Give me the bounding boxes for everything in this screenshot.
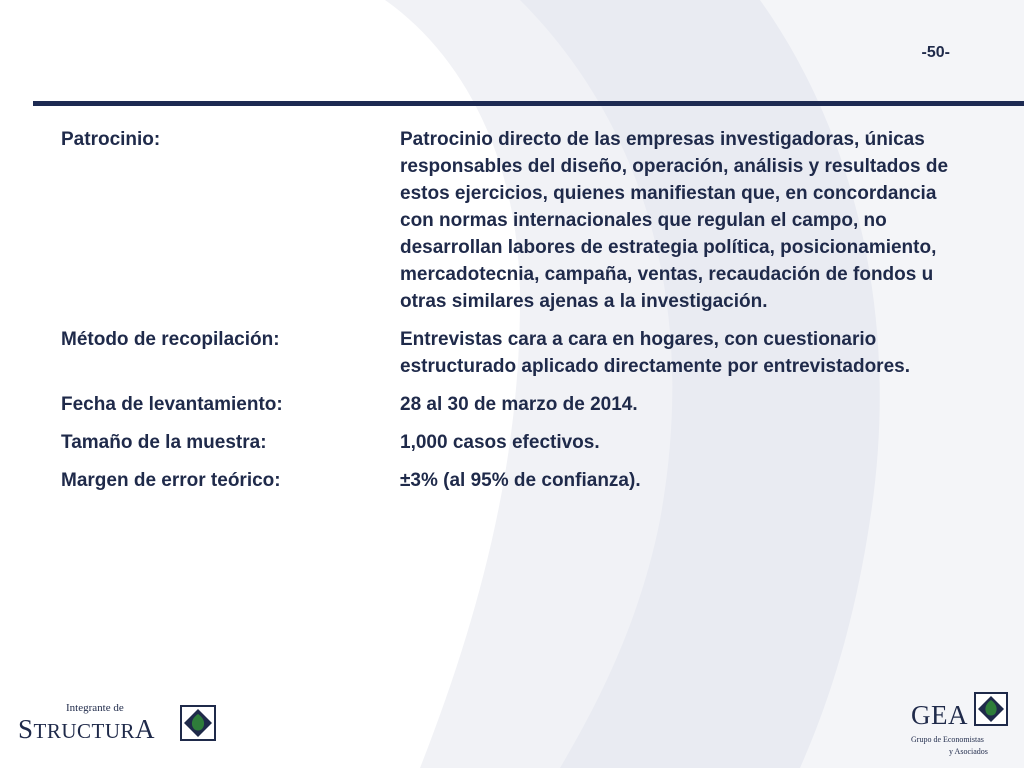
row-value: 1,000 casos efectivos. <box>400 432 600 453</box>
row-label: Método de recopilación: <box>61 329 280 350</box>
row-value: Entrevistas cara a cara en hogares, con cuestionario estructurado aplicado directamente por entrevistadores. <box>400 329 910 377</box>
methodology-table <box>61 126 971 505</box>
table-row <box>61 126 971 315</box>
structura-letter-s: S <box>18 714 34 744</box>
gea-subtitle-line1: Grupo de Economistas <box>911 735 984 744</box>
structura-integrante-text: Integrante de <box>66 702 124 714</box>
gea-logo <box>908 692 1018 762</box>
row-label: Tamaño de la muestra: <box>61 432 267 453</box>
row-label: Margen de error teórico: <box>61 470 281 491</box>
structura-wordmark <box>18 714 155 745</box>
gea-wordmark: GEA <box>911 700 968 730</box>
page-number: -50- <box>921 44 950 61</box>
structura-logo <box>18 700 228 750</box>
gea-subtitle-line2: y Asociados <box>949 747 988 756</box>
table-row <box>61 391 971 418</box>
structura-letters-middle: TRUCTUR <box>33 719 136 743</box>
table-row <box>61 467 971 494</box>
structura-letter-a: A <box>135 714 156 744</box>
header-rule <box>33 101 1024 106</box>
row-value: ±3% (al 95% de confianza). <box>400 470 641 491</box>
row-label: Patrocinio: <box>61 129 161 150</box>
gea-emblem-icon <box>974 692 1008 726</box>
table-row <box>61 429 971 456</box>
row-value: 28 al 30 de marzo de 2014. <box>400 394 638 415</box>
table-row <box>61 326 971 380</box>
structura-emblem-icon <box>180 705 216 741</box>
row-value: Patrocinio directo de las empresas investigadoras, únicas responsables del diseño, operación, análisis y resultados de estos ejercicios, quienes manifiestan que, en concordancia con normas internacionales que regulan el campo, no desarrollan labores de estrategia política, posicionamiento, mercadotecnia, campaña, ventas, recaudación de fondos u otras similares ajenas a la investigación. <box>400 129 949 312</box>
row-label: Fecha de levantamiento: <box>61 394 283 415</box>
